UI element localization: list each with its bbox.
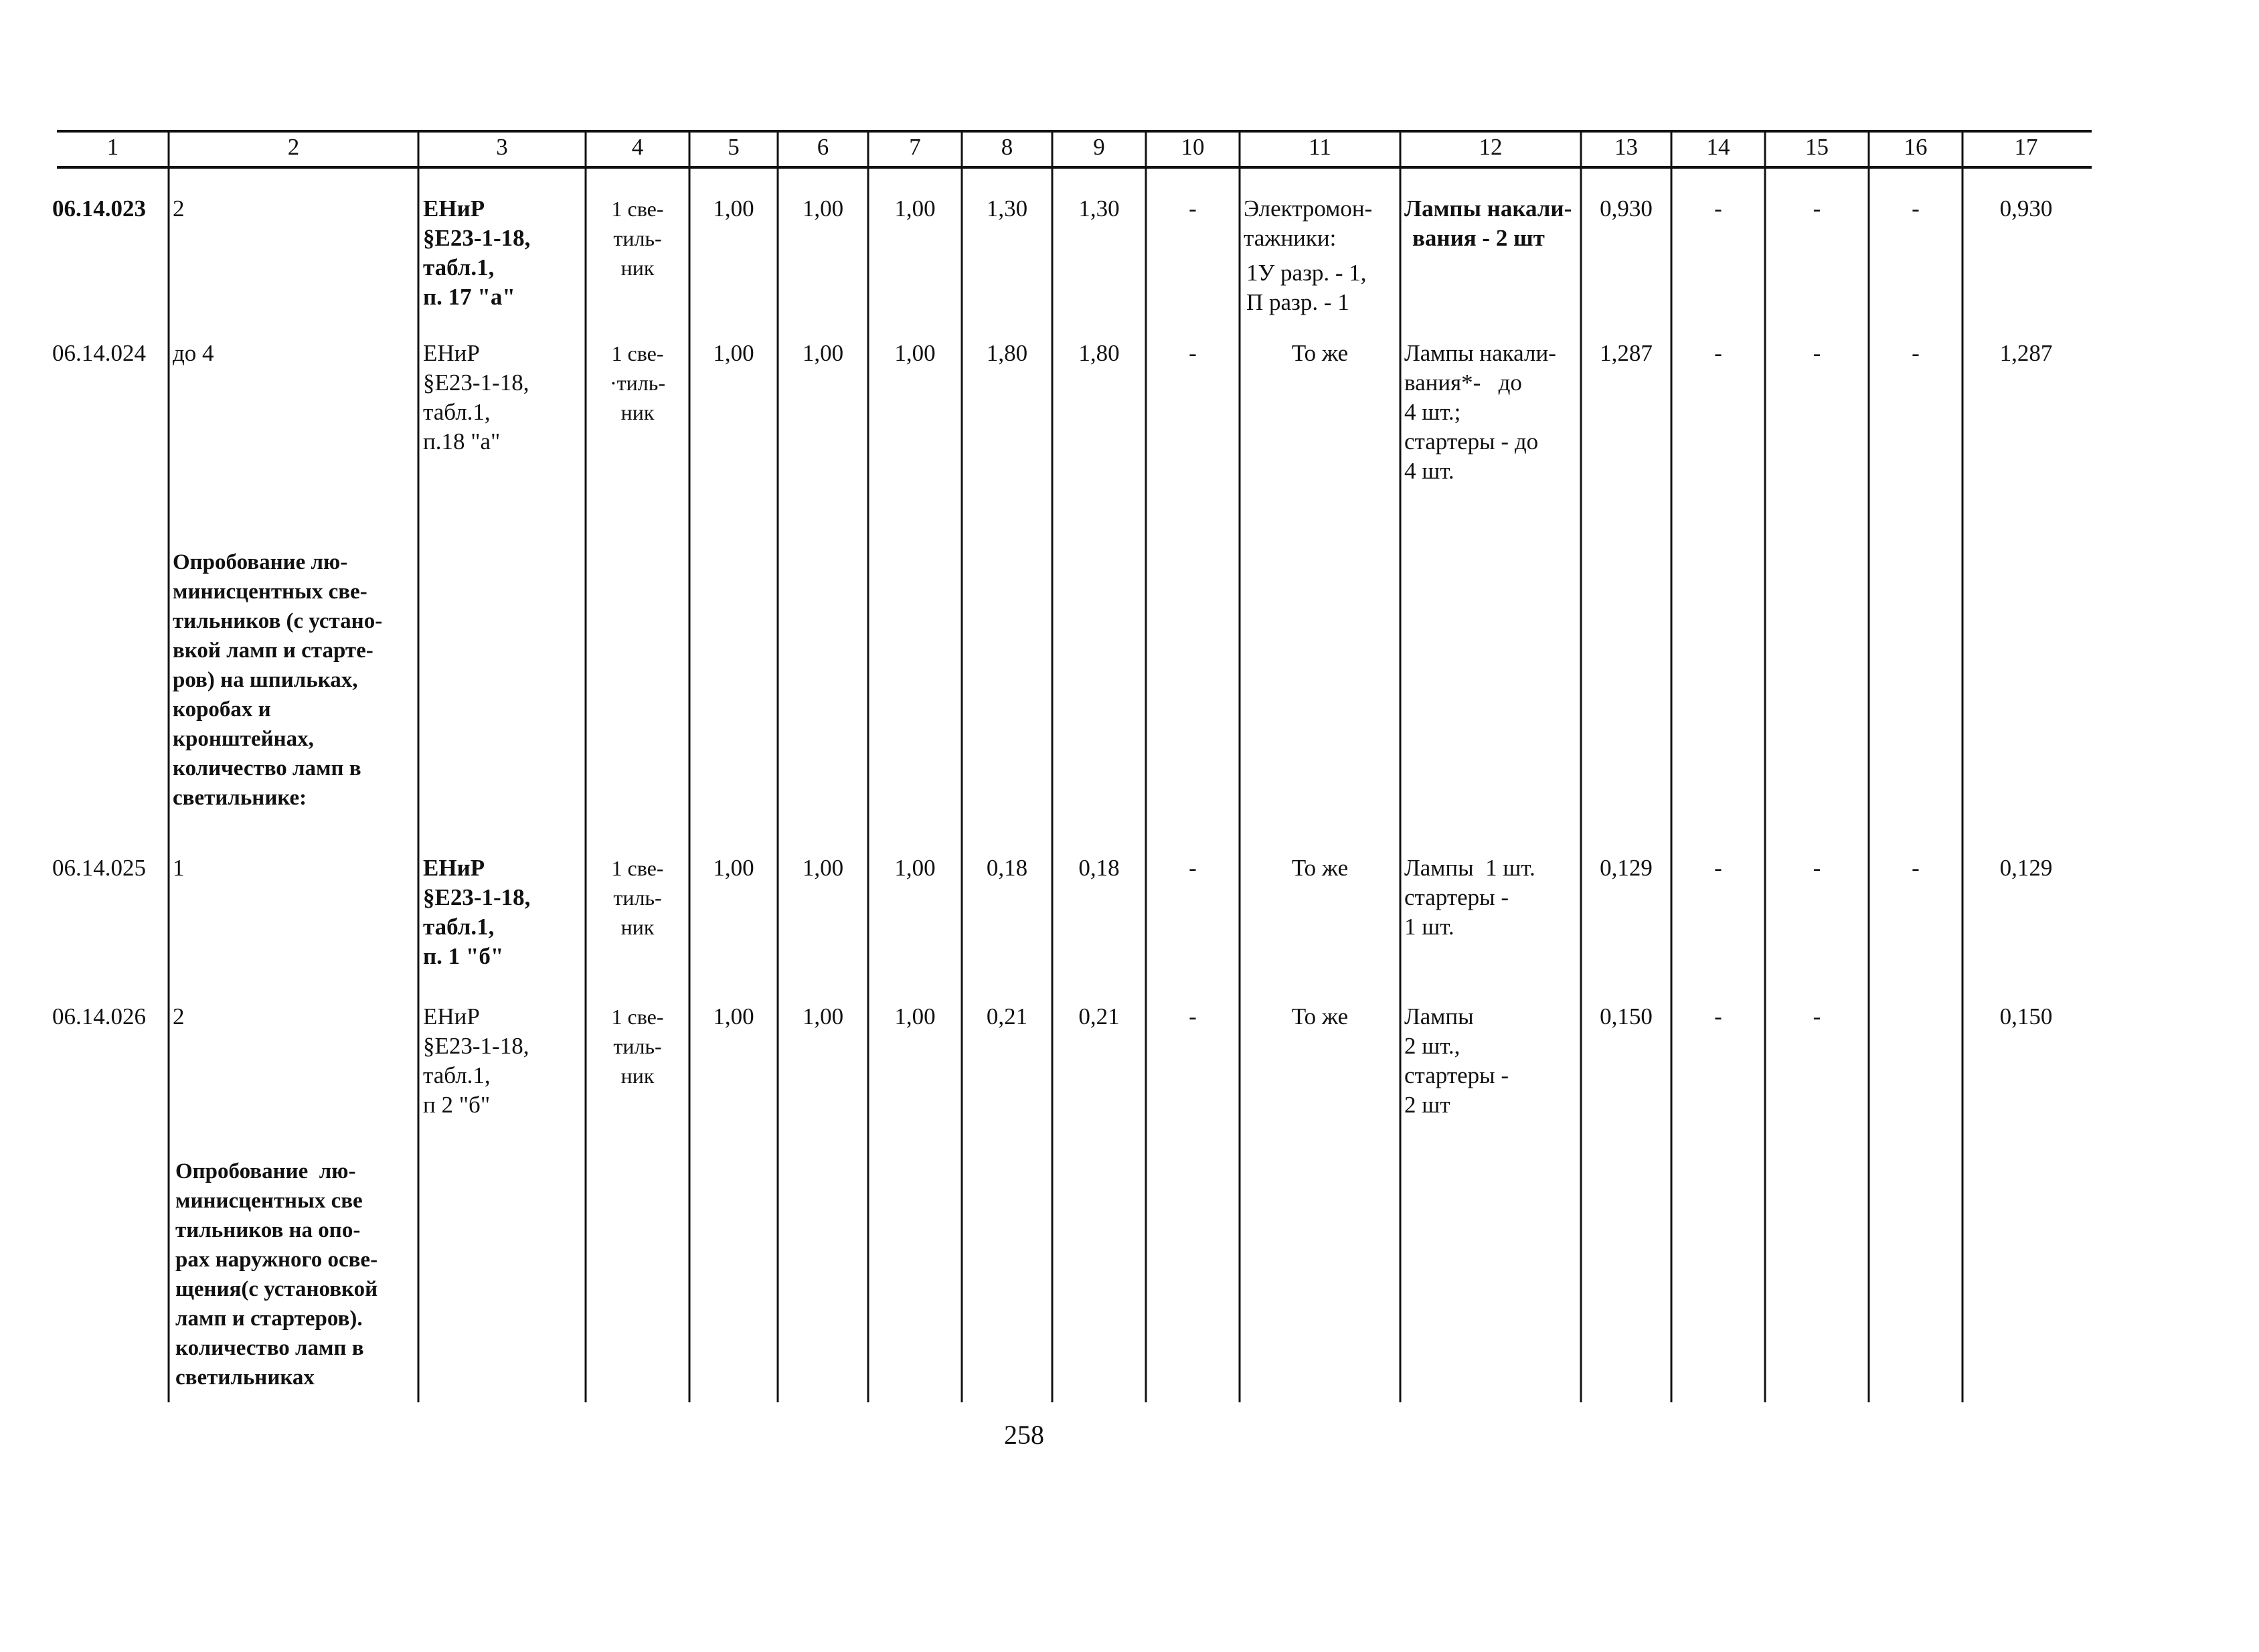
cell-col-7: 1,00 — [894, 855, 936, 881]
materials-line: Лампы 1 шт. — [1404, 855, 1535, 881]
header-col-13: 13 — [1614, 134, 1638, 160]
workers-line: То же — [1291, 1003, 1349, 1029]
header-col-5: 5 — [728, 134, 740, 160]
header-col-3: 3 — [496, 134, 508, 160]
header-col-12: 12 — [1479, 134, 1503, 160]
section-heading-line: Опробование лю- — [175, 1159, 356, 1183]
cell-col-6: 1,00 — [802, 855, 844, 881]
header-col-6: 6 — [817, 134, 829, 160]
materials-line: вания*- до — [1404, 369, 1522, 396]
cell-col-14: - — [1714, 340, 1722, 366]
cell-col-14: - — [1714, 1003, 1722, 1029]
unit-line: ·тиль- — [610, 371, 665, 395]
section-heading-line: количество ламп в — [173, 756, 361, 780]
section-heading-line: минисцентных све — [175, 1189, 363, 1213]
materials-line: 4 шт. — [1404, 458, 1454, 484]
cell-col-14: - — [1714, 195, 1722, 222]
section-heading-line: светильнике: — [173, 786, 307, 810]
materials-line: Лампы накали- — [1404, 340, 1556, 366]
cell-col-16: - — [1912, 855, 1920, 881]
row-quantity: 2 — [173, 195, 185, 222]
materials-line: 1 шт. — [1404, 914, 1454, 940]
row-code: 06.14.023 — [52, 195, 146, 222]
cell-col-9: 1,30 — [1078, 195, 1120, 222]
cell-col-15: - — [1813, 855, 1821, 881]
cell-col-9: 1,80 — [1078, 340, 1120, 366]
section-heading-line: Опробование лю- — [173, 550, 348, 574]
materials-line: стартеры - до — [1404, 428, 1539, 455]
materials-line: стартеры - — [1404, 1062, 1509, 1088]
cell-col-7: 1,00 — [894, 1003, 936, 1029]
section-heading-line: минисцентных све- — [173, 580, 367, 604]
cell-col-17: 0,150 — [1999, 1003, 2053, 1029]
row-quantity: до 4 — [173, 340, 214, 366]
unit-line: 1 све- — [611, 856, 664, 880]
header-col-17: 17 — [2014, 134, 2038, 160]
header-col-14: 14 — [1706, 134, 1730, 160]
cell-col-13: 0,930 — [1600, 195, 1653, 222]
norm-line: §Е23-1-18, — [423, 225, 531, 251]
materials-line: Лампы накали- — [1404, 195, 1572, 222]
norm-line: п. 1 "б" — [423, 943, 504, 969]
cell-col-5: 1,00 — [713, 340, 754, 366]
cell-col-13: 0,150 — [1600, 1003, 1653, 1029]
row-code: 06.14.024 — [52, 340, 146, 366]
cell-col-8: 0,18 — [986, 855, 1028, 881]
norm-line: табл.1, — [423, 254, 495, 280]
header-col-15: 15 — [1805, 134, 1829, 160]
materials-line: стартеры - — [1404, 884, 1509, 910]
cell-col-8: 0,21 — [986, 1003, 1028, 1029]
cell-col-16: - — [1912, 195, 1920, 222]
materials-line: вания - 2 шт — [1412, 225, 1545, 251]
row-quantity: 1 — [173, 855, 185, 881]
section-heading-line: количество ламп в — [175, 1336, 364, 1360]
section-heading-line: коробах и — [173, 697, 271, 722]
cell-col-17: 0,129 — [1999, 855, 2053, 881]
row-quantity: 2 — [173, 1003, 185, 1029]
header-col-4: 4 — [631, 134, 644, 160]
cell-col-17: 0,930 — [1999, 195, 2053, 222]
norm-line: ЕНиР — [423, 855, 485, 881]
section-heading-line: светильниках — [175, 1366, 315, 1390]
cell-col-8: 1,80 — [986, 340, 1028, 366]
cell-col-6: 1,00 — [802, 195, 844, 222]
cell-col-9: 0,18 — [1078, 855, 1120, 881]
section-heading-line: ламп и стартеров). — [175, 1307, 363, 1331]
unit-line: тиль- — [613, 1034, 662, 1058]
materials-line: 2 шт., — [1404, 1033, 1460, 1059]
section-heading-line: тильников на опо- — [175, 1218, 361, 1242]
workers-line: То же — [1291, 855, 1349, 881]
norm-line: п 2 "б" — [423, 1092, 491, 1118]
norm-line: табл.1, — [423, 399, 491, 425]
cell-col-16: - — [1912, 340, 1920, 366]
header-col-8: 8 — [1001, 134, 1013, 160]
section-heading-line: ров) на шпильках, — [173, 668, 358, 692]
materials-line: 2 шт — [1404, 1092, 1450, 1118]
materials-line: Лампы — [1404, 1003, 1474, 1029]
header-col-2: 2 — [287, 134, 300, 160]
unit-line: ник — [620, 1064, 655, 1088]
norm-line: §Е23-1-18, — [423, 1033, 529, 1059]
unit-line: ник — [620, 915, 655, 939]
page-number: 258 — [1004, 1420, 1044, 1450]
materials-line: 4 шт.; — [1404, 399, 1461, 425]
header-col-9: 9 — [1093, 134, 1105, 160]
cell-col-6: 1,00 — [802, 340, 844, 366]
cell-col-14: - — [1714, 855, 1722, 881]
unit-line: тиль- — [613, 226, 662, 250]
cell-col-10: - — [1189, 855, 1197, 881]
norm-line: табл.1, — [423, 1062, 491, 1088]
section-heading-line: вкой ламп и старте- — [173, 639, 373, 663]
cell-col-10: - — [1189, 1003, 1197, 1029]
cell-col-5: 1,00 — [713, 195, 754, 222]
norm-line: §Е23-1-18, — [423, 369, 529, 396]
row-code: 06.14.025 — [52, 855, 146, 881]
norm-line: §Е23-1-18, — [423, 884, 531, 910]
unit-line: ник — [620, 400, 655, 424]
header-col-11: 11 — [1309, 134, 1331, 160]
header-col-10: 10 — [1181, 134, 1205, 160]
unit-line: ник — [620, 256, 655, 280]
workers-line: П разр. - 1 — [1246, 289, 1349, 315]
section-heading-line: тильников (с устано- — [173, 609, 383, 633]
workers-line: 1У разр. - 1, — [1246, 260, 1367, 286]
cell-col-13: 0,129 — [1600, 855, 1653, 881]
unit-line: 1 све- — [611, 341, 664, 365]
unit-line: 1 све- — [611, 197, 664, 221]
section-heading-line: кронштейнах, — [173, 727, 314, 751]
cell-col-7: 1,00 — [894, 195, 936, 222]
norm-line: табл.1, — [423, 914, 495, 940]
unit-line: 1 све- — [611, 1005, 664, 1029]
cell-col-17: 1,287 — [1999, 340, 2053, 366]
norm-line: ЕНиР — [423, 195, 485, 222]
cell-col-5: 1,00 — [713, 855, 754, 881]
cell-col-6: 1,00 — [802, 1003, 844, 1029]
workers-line: Электромон- — [1244, 195, 1373, 222]
workers-line: тажники: — [1244, 225, 1337, 251]
header-col-1: 1 — [106, 134, 119, 160]
header-col-16: 16 — [1904, 134, 1928, 160]
cell-col-15: - — [1813, 340, 1821, 366]
norm-line: ЕНиР — [423, 340, 480, 366]
norm-line: п. 17 "а" — [423, 284, 515, 310]
cell-col-10: - — [1189, 340, 1197, 366]
cell-col-15: - — [1813, 195, 1821, 222]
cell-col-9: 0,21 — [1078, 1003, 1120, 1029]
section-heading-line: щения(с установкой — [175, 1277, 378, 1301]
workers-line: То же — [1291, 340, 1349, 366]
cell-col-5: 1,00 — [713, 1003, 754, 1029]
norm-line: п.18 "а" — [423, 428, 501, 455]
unit-line: тиль- — [613, 886, 662, 910]
row-code: 06.14.026 — [52, 1003, 146, 1029]
cell-col-15: - — [1813, 1003, 1821, 1029]
header-col-7: 7 — [909, 134, 921, 160]
cell-col-7: 1,00 — [894, 340, 936, 366]
section-heading-line: рах наружного осве- — [175, 1248, 378, 1272]
norm-line: ЕНиР — [423, 1003, 480, 1029]
cell-col-10: - — [1189, 195, 1197, 222]
cell-col-13: 1,287 — [1600, 340, 1653, 366]
cell-col-8: 1,30 — [986, 195, 1028, 222]
